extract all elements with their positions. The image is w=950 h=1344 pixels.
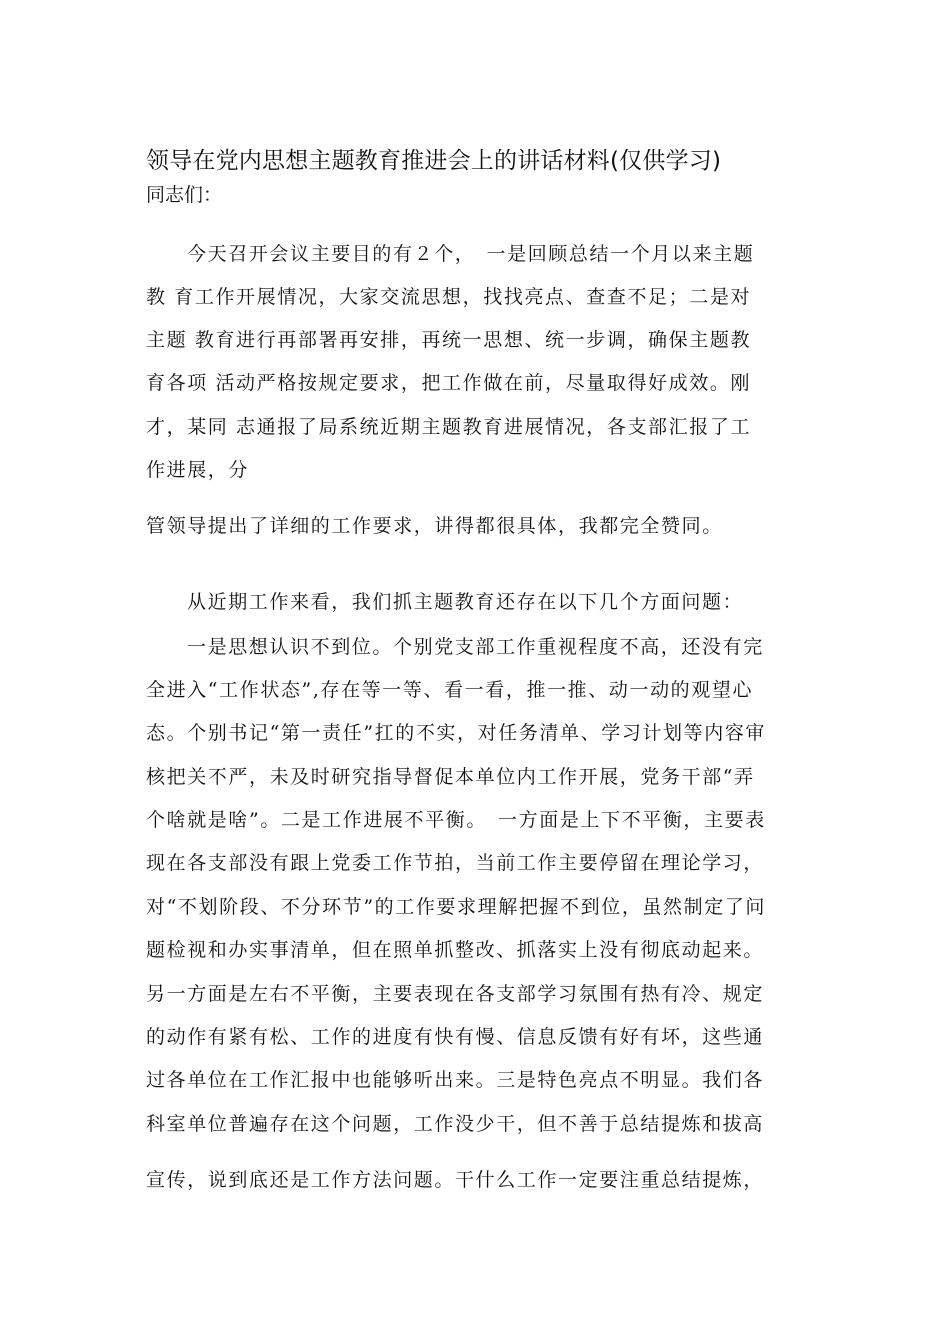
paragraph-line: 作进展，分 (146, 459, 250, 481)
salutation: 同志们： (146, 184, 223, 206)
paragraph-line: 另一方面是左右不平衡，主要表现在各支部学习氛围有热有冷、规定 (146, 983, 765, 1005)
paragraph-line: 今天召开会议主要目的有２个， 一是回顾总结一个月以来主题 (187, 243, 755, 265)
paragraph-line: 主题 教育进行再部署再安排，再统一思想、统一步调，确保主题教 (146, 329, 752, 351)
paragraph-line: 个啥就是啥”。二是工作进展不平衡。 一方面是上下不平衡，主要表 (146, 809, 766, 831)
paragraph-line: 一是思想认识不到位。个别党支部工作重视程度不高，还没有完 (187, 636, 764, 658)
paragraph-line: 从近期工作来看，我们抓主题教育还存在以下几个方面问题： (187, 591, 744, 613)
paragraph-line: 才，某同 志通报了局系统近期主题教育进展情况，各支部汇报了工 (146, 416, 752, 438)
paragraph-line: 育各项 活动严格按规定要求，把工作做在前，尽量取得好成效。刚 (146, 372, 752, 394)
paragraph-line: 对“不划阶段、不分环节”的工作要求理解把握不到位，虽然制定了问 (146, 896, 767, 918)
document-title: 领导在党内思想主题教育推进会上的讲话材料(仅供学习) (146, 148, 722, 174)
paragraph-line: 态。个别书记“第一责任”扛的不实，对任务清单、学习计划等内容审 (146, 722, 767, 744)
paragraph-line: 宣传，说到底还是工作方法问题。干什么工作一定要注重总结提炼， (146, 1169, 765, 1191)
paragraph-line: 教 育工作开展情况，大家交流思想，找找亮点、查查不足；二是对 (146, 286, 752, 308)
paragraph-line: 过各单位在工作汇报中也能够听出来。三是特色亮点不明显。我们各 (146, 1069, 765, 1091)
paragraph-line: 的动作有紧有松、工作的进度有快有慢、信息反馈有好有坏，这些通 (146, 1026, 765, 1048)
paragraph-line: 题检视和办实事清单，但在照单抓整改、抓落实上没有彻底动起来。 (146, 939, 765, 961)
paragraph-line: 核把关不严，未及时研究指导督促本单位内工作开展，党务干部“弄 (146, 766, 755, 788)
paragraph-line: 科室单位普遍存在这个问题，工作没少干，但不善于总结提炼和拔高 (146, 1113, 765, 1135)
paragraph-line: 现在各支部没有跟上党委工作节拍，当前工作主要停留在理论学习， (146, 852, 765, 874)
paragraph-line: 管领导提出了详细的工作要求，讲得都很具体，我都完全赞同。 (146, 515, 723, 537)
paragraph-line: 全进入“工作状态”,存在等一等、看一看，推一推、动一动的观望心 (146, 679, 754, 701)
